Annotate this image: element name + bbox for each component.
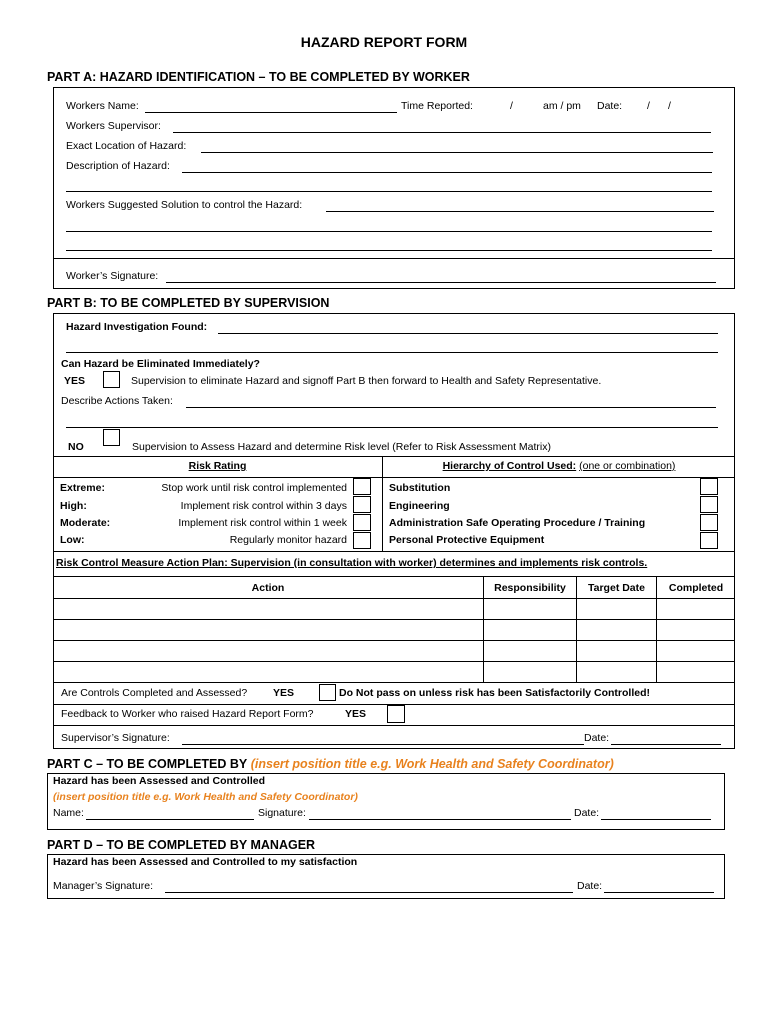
action-row-line: [53, 661, 735, 662]
location-label: Exact Location of Hazard:: [66, 140, 187, 152]
workers-name-label: Workers Name:: [66, 100, 139, 112]
part-c-heading-insert: (insert position title e.g. Work Health and Safety Coordinator): [250, 757, 614, 771]
feedback-yes-label: YES: [345, 708, 367, 720]
manager-date-field[interactable]: [604, 892, 714, 893]
form-title: HAZARD REPORT FORM: [300, 34, 468, 50]
part-a-heading: PART A: HAZARD IDENTIFICATION – TO BE COMPLETED BY WORKER: [47, 70, 470, 84]
controls-yes-checkbox[interactable]: [319, 684, 336, 701]
manager-signature-label: Manager’s Signature:: [53, 880, 154, 892]
action-plan-heading: Risk Control Measure Action Plan: Supervision (in consultation with worker) determines and implements risk controls.: [56, 557, 648, 569]
part-c-insert: (insert position title e.g. Work Health and Safety Coordinator): [53, 791, 358, 803]
control-checkbox-engineering[interactable]: [700, 496, 718, 513]
control-checkbox-administration[interactable]: [700, 514, 718, 531]
risk-table-bottom: [53, 551, 735, 552]
investigation-field[interactable]: [218, 333, 718, 334]
part-c-signature-label: Signature:: [258, 807, 306, 819]
risk-level: Extreme:: [60, 482, 105, 494]
risk-checkbox-moderate[interactable]: [353, 514, 371, 531]
controls-question: Are Controls Completed and Assessed?: [61, 687, 248, 699]
eliminate-question: Can Hazard be Eliminated Immediately?: [61, 358, 260, 370]
investigation-label: Hazard Investigation Found:: [66, 321, 208, 333]
investigation-field-line2[interactable]: [66, 352, 718, 353]
responsibility-col-header: Responsibility: [494, 582, 566, 594]
describe-label: Describe Actions Taken:: [61, 395, 173, 407]
worker-signature-label: Worker’s Signature:: [66, 270, 159, 282]
risk-action: Regularly monitor hazard: [229, 534, 347, 546]
part-c-date-field[interactable]: [601, 819, 711, 820]
feedback-question: Feedback to Worker who raised Hazard Report Form?: [61, 708, 314, 720]
supervisor-label: Workers Supervisor:: [66, 120, 161, 132]
control-engineering: Engineering: [389, 500, 450, 512]
target-date-col-header: Target Date: [588, 582, 645, 594]
risk-action: Stop work until risk control implemented: [161, 482, 347, 494]
yes-label: YES: [64, 375, 86, 387]
supervisor-date-field[interactable]: [611, 744, 721, 745]
control-checkbox-substitution[interactable]: [700, 478, 718, 495]
risk-table-top: [53, 456, 735, 457]
no-label: NO: [68, 441, 84, 453]
risk-checkbox-extreme[interactable]: [353, 478, 371, 495]
time-reported-label: Time Reported:: [401, 100, 473, 112]
part-d-assessed: Hazard has been Assessed and Controlled to my satisfaction: [53, 856, 358, 868]
control-substitution: Substitution: [389, 482, 451, 494]
risk-rating-header: Risk Rating: [188, 460, 247, 472]
action-table-bottom: [53, 682, 735, 683]
risk-checkbox-low[interactable]: [353, 532, 371, 549]
completed-col-header: Completed: [668, 582, 724, 594]
manager-date-label: Date:: [577, 880, 603, 892]
describe-field-line2[interactable]: [66, 427, 718, 428]
part-c-signature-field[interactable]: [309, 819, 571, 820]
describe-field[interactable]: [186, 407, 716, 408]
ampm-label[interactable]: am / pm: [543, 100, 581, 112]
yes-instruction: Supervision to eliminate Hazard and signoff Part B then forward to Health and Safety Representative.: [131, 375, 602, 387]
part-c-date-label: Date:: [574, 807, 600, 819]
date-slash-2: /: [668, 100, 671, 112]
workers-name-field[interactable]: [145, 112, 397, 113]
action-row-line: [53, 640, 735, 641]
description-field-line2[interactable]: [66, 191, 712, 192]
control-ppe: Personal Protective Equipment: [389, 534, 545, 546]
risk-level: Moderate:: [60, 517, 111, 529]
feedback-divider: [53, 725, 735, 726]
manager-signature-field[interactable]: [165, 892, 573, 893]
date-slash-1: /: [647, 100, 650, 112]
location-field[interactable]: [201, 152, 713, 153]
risk-level: Low:: [60, 534, 85, 546]
supervisor-field[interactable]: [173, 132, 711, 133]
control-checkbox-ppe[interactable]: [700, 532, 718, 549]
eliminate-no-checkbox[interactable]: [103, 429, 120, 446]
worker-signature-field[interactable]: [166, 282, 716, 283]
no-instruction: Supervision to Assess Hazard and determine Risk level (Refer to Risk Assessment Matrix): [132, 441, 551, 453]
description-label: Description of Hazard:: [66, 160, 170, 172]
hierarchy-header: Hierarchy of Control Used:: [442, 460, 577, 472]
risk-level: High:: [60, 500, 87, 512]
action-row-line: [53, 598, 735, 599]
supervisor-date-label: Date:: [584, 732, 610, 744]
time-slash: /: [510, 100, 513, 112]
controls-yes-label: YES: [273, 687, 295, 699]
supervisor-signature-field[interactable]: [182, 744, 584, 745]
action-row-line: [53, 619, 735, 620]
date-label: Date:: [597, 100, 623, 112]
solution-field-line2[interactable]: [66, 231, 712, 232]
feedback-yes-checkbox[interactable]: [387, 705, 405, 723]
solution-field-line3[interactable]: [66, 250, 712, 251]
part-c-name-label: Name:: [53, 807, 84, 819]
controls-warning: Do Not pass on unless risk has been Satisfactorily Controlled!: [339, 687, 650, 699]
part-c-assessed: Hazard has been Assessed and Controlled: [53, 775, 266, 787]
solution-label: Workers Suggested Solution to control the Hazard:: [66, 199, 303, 211]
part-d-heading: PART D – TO BE COMPLETED BY MANAGER: [47, 838, 316, 852]
hierarchy-note: (one or combination): [579, 460, 676, 472]
risk-action: Implement risk control within 3 days: [180, 500, 347, 512]
risk-checkbox-high[interactable]: [353, 496, 371, 513]
part-c-name-field[interactable]: [86, 819, 254, 820]
control-administration: Administration Safe Operating Procedure / Training: [389, 517, 646, 529]
eliminate-yes-checkbox[interactable]: [103, 371, 120, 388]
solution-field[interactable]: [326, 211, 714, 212]
action-col-header: Action: [251, 582, 285, 594]
part-b-heading: PART B: TO BE COMPLETED BY SUPERVISION: [47, 296, 330, 310]
part-a-divider: [53, 258, 735, 259]
risk-table-header-bottom: [53, 477, 735, 478]
part-c-heading: PART C – TO BE COMPLETED BY: [47, 757, 248, 771]
risk-action: Implement risk control within 1 week: [178, 517, 347, 529]
description-field[interactable]: [182, 172, 712, 173]
action-table-top: [53, 576, 735, 577]
supervisor-signature-label: Supervisor’s Signature:: [61, 732, 170, 744]
